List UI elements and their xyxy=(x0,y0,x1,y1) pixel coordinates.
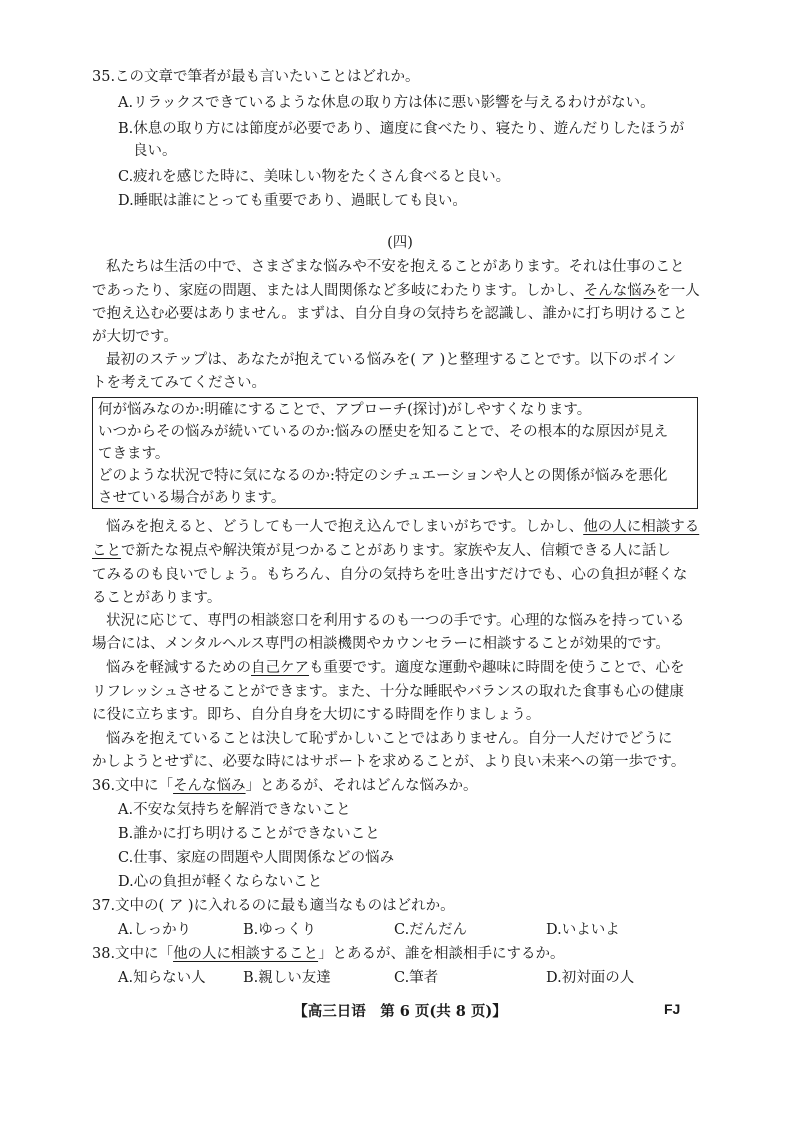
p3-line3: てみるのも良いでしょう。もちろん、自分の気持ちを吐き出すだけでも、心の負担が軽くな xyxy=(92,567,688,583)
p2-line1: 最初のステップは、あなたが抱えている悩みを( ア )と整理することです。以下のポイン xyxy=(106,352,677,368)
p4-line1: 状況に応じて、専門の相談窓口を利用するのも一つの手です。心理的な悩みを持っている xyxy=(106,613,685,629)
p1-line1: 私たちは生活の中で、さまざまな悩みや不安を抱えることがあります。それは仕事のこと xyxy=(106,259,685,275)
q38-option-d: D.初対面の人 xyxy=(546,970,635,986)
q35-option-b-cont: 良い。 xyxy=(133,143,177,159)
q35-option-a: A.リラックスできているような休息の取り方は体に悪い影響を与えるわけがない。 xyxy=(118,95,655,111)
point-since-when-cont: てきます。 xyxy=(98,446,170,462)
q37-option-c: C.だんだん xyxy=(394,922,468,938)
q36-underlined-phrase: そんな悩み xyxy=(173,778,246,794)
points-box xyxy=(92,397,698,509)
underlined-phrase-hoka-no-hito-1: 他の人に相談する xyxy=(583,519,700,535)
point-situation-cont: させている場合があります。 xyxy=(98,490,286,506)
q35-option-c: C.疲れを感じた時に、美味しい物をたくさん食べると良い。 xyxy=(118,169,511,185)
p5-line1: 悩みを軽減するための自己ケアも重要です。適度な運動や趣味に時間を使うことで、心を xyxy=(106,660,685,676)
q35-stem: 35.この文章で筆者が最も言いたいことはどれか。 xyxy=(92,69,420,85)
p1-line4: が大切です。 xyxy=(92,329,178,345)
footer-code: FJ xyxy=(664,1001,681,1017)
p3-line4: ることがあります。 xyxy=(92,590,222,606)
p6-line2: かしようとせずに、必要な時にはサポートを求めることが、より良い未来への第一歩です。 xyxy=(92,754,686,770)
q35-option-d: D.睡眠は誰にとっても重要であり、過眠しても良い。 xyxy=(118,193,467,209)
q35-option-b: B.休息の取り方には節度が必要であり、適度に食べたり、寝たり、遊んだりしたほうが xyxy=(118,121,685,137)
point-situation: どのような状況で特に気になるのか:特定のシチュエーションや人との関係が悩みを悪化 xyxy=(98,468,668,484)
q37-option-a: A.しっかり xyxy=(118,922,192,938)
q37-option-d: D.いよいよ xyxy=(546,922,620,938)
p3-line2: ことで新たな視点や解決策が見つかることがあります。家族や友人、信頼できる人に話し xyxy=(92,543,671,559)
p4-line2: 場合には、メンタルヘルス専門の相談機関やカウンセラーに相談することが効果的です。 xyxy=(92,636,670,652)
point-what: 何が悩みなのか:明確にすることで、アプローチ(探讨)がしやすくなります。 xyxy=(98,402,592,418)
p5-line3: に役に立ちます。即ち、自分自身を大切にする時間を作りましょう。 xyxy=(92,707,541,723)
q36-option-d: D.心の負担が軽くならないこと xyxy=(118,874,323,890)
underlined-phrase-sonna-nayami: そんな悩み xyxy=(583,283,657,299)
p3-line1: 悩みを抱えると、どうしても一人で抱え込んでしまいがちです。しかし、他の人に相談する xyxy=(106,519,700,535)
q37-stem: 37.文中の( ア )に入れるのに最も適当なものはどれか。 xyxy=(92,898,455,914)
q36-option-c: C.仕事、家庭の問題や人間関係などの悩み xyxy=(118,850,395,866)
q38-option-a: A.知らない人 xyxy=(118,970,206,986)
p6-line1: 悩みを抱えていることは決して恥ずかしいことではありません。自分一人だけでどうに xyxy=(106,731,673,747)
underlined-phrase-hoka-no-hito-2: こと xyxy=(92,543,121,559)
q38-option-c: C.筆者 xyxy=(394,970,439,986)
q38-stem: 38.文中に「他の人に相談すること」とあるが、誰を相談相手にするか。 xyxy=(92,946,565,962)
q38-underlined-phrase: 他の人に相談すること xyxy=(173,946,319,962)
p1-line3: で抱え込む必要はありません。まずは、自分自身の気持ちを認識し、誰かに打ち明けること xyxy=(92,306,688,322)
q37-option-b: B.ゆっくり xyxy=(243,922,317,938)
q38-option-b: B.親しい友達 xyxy=(243,970,331,986)
point-since-when: いつからその悩みが続いているのか:悩みの歴史を知ることで、その根本的な原因が見え xyxy=(98,424,669,440)
p5-line2: リフレッシュさせることができます。また、十分な睡眠やバランスの取れた食事も心の健康 xyxy=(92,684,684,700)
section-title: (四) xyxy=(387,235,413,251)
q36-option-a: A.不安な気持ちを解消できないこと xyxy=(118,802,351,818)
p2-line2: トを考えてみてください。 xyxy=(92,375,266,391)
q36-stem: 36.文中に「そんな悩み」とあるが、それはどんな悩みか。 xyxy=(92,778,478,794)
q36-option-b: B.誰かに打ち明けることができないこと xyxy=(118,826,380,842)
p1-line2: であったり、家庭の問題、または人間関係など多岐にわたります。しかし、そんな悩みを一人 xyxy=(92,283,700,299)
page-footer: 【高三日语 第 6 页(共 8 页)】 xyxy=(293,1003,507,1020)
underlined-phrase-jiko-kea: 自己ケア xyxy=(251,660,309,676)
